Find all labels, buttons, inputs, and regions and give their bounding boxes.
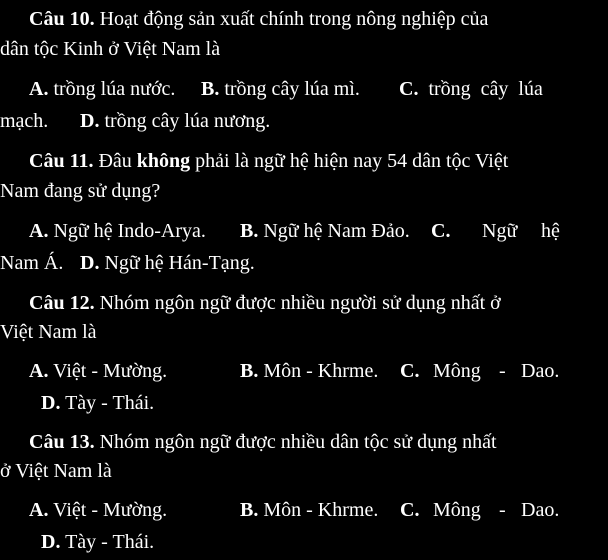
question-13-options-row2 bbox=[0, 528, 608, 556]
question-stem-text: Nhóm ngôn ngữ được nhiều người sử dụng nhất ở bbox=[94, 292, 501, 314]
option-text: - bbox=[499, 499, 506, 521]
question-12-stem bbox=[0, 289, 608, 317]
option-text: Ngữ hệ Indo-Arya. bbox=[48, 220, 206, 242]
question-10-options-row2 bbox=[0, 107, 608, 135]
option-text: - bbox=[499, 360, 506, 382]
question-stem-text: ở Việt Nam là bbox=[0, 460, 112, 482]
option-text: Ngữ bbox=[482, 220, 518, 242]
option-label: C. bbox=[400, 360, 420, 382]
question-11-text bbox=[29, 147, 508, 175]
question-10-stem-cont bbox=[0, 35, 608, 63]
question-11-stem bbox=[0, 147, 608, 175]
option-d[interactable] bbox=[80, 107, 270, 135]
question-12-options-row2 bbox=[0, 389, 608, 417]
option-text: Mông bbox=[433, 499, 481, 521]
option-text: Dao. bbox=[521, 499, 560, 521]
option-label: B. bbox=[240, 499, 259, 521]
question-13-stem bbox=[0, 428, 608, 456]
option-c[interactable] bbox=[431, 217, 450, 245]
option-text: hệ bbox=[541, 220, 560, 242]
question-10-stem bbox=[0, 5, 608, 33]
option-text: Ngữ hệ Hán-Tạng. bbox=[99, 252, 255, 274]
option-a[interactable] bbox=[29, 217, 206, 245]
question-number: Câu 13. bbox=[29, 431, 95, 453]
question-11-options-row1 bbox=[0, 217, 608, 245]
option-label: A. bbox=[29, 360, 49, 382]
option-label: A. bbox=[29, 220, 49, 242]
option-d[interactable] bbox=[41, 389, 154, 417]
option-label: D. bbox=[41, 392, 61, 414]
question-13-stem-cont bbox=[0, 457, 608, 485]
option-c-continued: mạch. bbox=[0, 110, 49, 132]
question-12-stem-cont bbox=[0, 318, 608, 346]
option-label: C. bbox=[399, 78, 419, 100]
question-10-options-row1 bbox=[0, 75, 608, 103]
option-c[interactable] bbox=[399, 75, 543, 103]
option-c-continued: Nam Á. bbox=[0, 252, 64, 274]
question-12-text bbox=[29, 289, 501, 317]
option-text: Ngữ hệ Nam Đảo. bbox=[258, 220, 410, 242]
option-label: A. bbox=[29, 78, 49, 100]
option-text: Môn - Khrme. bbox=[258, 499, 379, 521]
option-text: Dao. bbox=[521, 360, 560, 382]
question-13-text bbox=[29, 428, 497, 456]
option-label: D. bbox=[80, 110, 100, 132]
option-label: C. bbox=[431, 220, 451, 242]
question-stem-text: Nhóm ngôn ngữ được nhiều dân tộc sử dụng nhất bbox=[94, 431, 497, 453]
question-stem-text: Hoạt động sản xuất chính trong nông nghiệp của bbox=[94, 8, 489, 30]
option-text: trồng cây lúa bbox=[418, 78, 543, 100]
option-d[interactable] bbox=[80, 249, 255, 277]
question-10-text bbox=[29, 5, 488, 33]
option-label: D. bbox=[80, 252, 100, 274]
question-number: Câu 12. bbox=[29, 292, 95, 314]
option-label: C. bbox=[400, 499, 420, 521]
question-stem-text: phải là ngữ hệ hiện nay 54 dân tộc Việt bbox=[190, 150, 509, 172]
option-text: Việt - Mường. bbox=[48, 499, 168, 521]
question-stem-text: Đâu bbox=[93, 150, 137, 172]
option-text: trồng cây lúa mì. bbox=[219, 78, 360, 100]
emphasis-word: không bbox=[136, 150, 191, 172]
option-text: Môn - Khrme. bbox=[258, 360, 379, 382]
option-b[interactable] bbox=[240, 217, 410, 245]
option-text: Tày - Thái. bbox=[60, 392, 155, 414]
question-13-options-row1 bbox=[0, 496, 608, 524]
option-text: trồng cây lúa nương. bbox=[99, 110, 271, 132]
question-stem-text: dân tộc Kinh ở Việt Nam là bbox=[0, 38, 221, 60]
option-text: Tày - Thái. bbox=[60, 531, 155, 553]
question-stem-text: Việt Nam là bbox=[0, 321, 97, 343]
option-label: D. bbox=[41, 531, 61, 553]
option-b[interactable] bbox=[201, 75, 360, 103]
question-number: Câu 11. bbox=[29, 150, 94, 172]
option-a[interactable] bbox=[29, 75, 175, 103]
option-b[interactable] bbox=[240, 496, 378, 524]
option-text: Mông bbox=[433, 360, 481, 382]
question-stem-text: Nam đang sử dụng? bbox=[0, 180, 161, 202]
option-label: A. bbox=[29, 499, 49, 521]
question-12-options-row1 bbox=[0, 357, 608, 385]
option-d[interactable] bbox=[41, 528, 154, 556]
option-label: B. bbox=[240, 220, 259, 242]
option-b[interactable] bbox=[240, 357, 378, 385]
option-c[interactable] bbox=[400, 357, 419, 385]
option-text: trồng lúa nước. bbox=[48, 78, 176, 100]
option-a[interactable] bbox=[29, 357, 167, 385]
option-label: B. bbox=[240, 360, 259, 382]
question-number: Câu 10. bbox=[29, 8, 95, 30]
option-a[interactable] bbox=[29, 496, 167, 524]
question-11-options-row2 bbox=[0, 249, 608, 277]
question-11-stem-cont bbox=[0, 177, 608, 205]
option-label: B. bbox=[201, 78, 220, 100]
option-text: Việt - Mường. bbox=[48, 360, 168, 382]
option-c[interactable] bbox=[400, 496, 419, 524]
